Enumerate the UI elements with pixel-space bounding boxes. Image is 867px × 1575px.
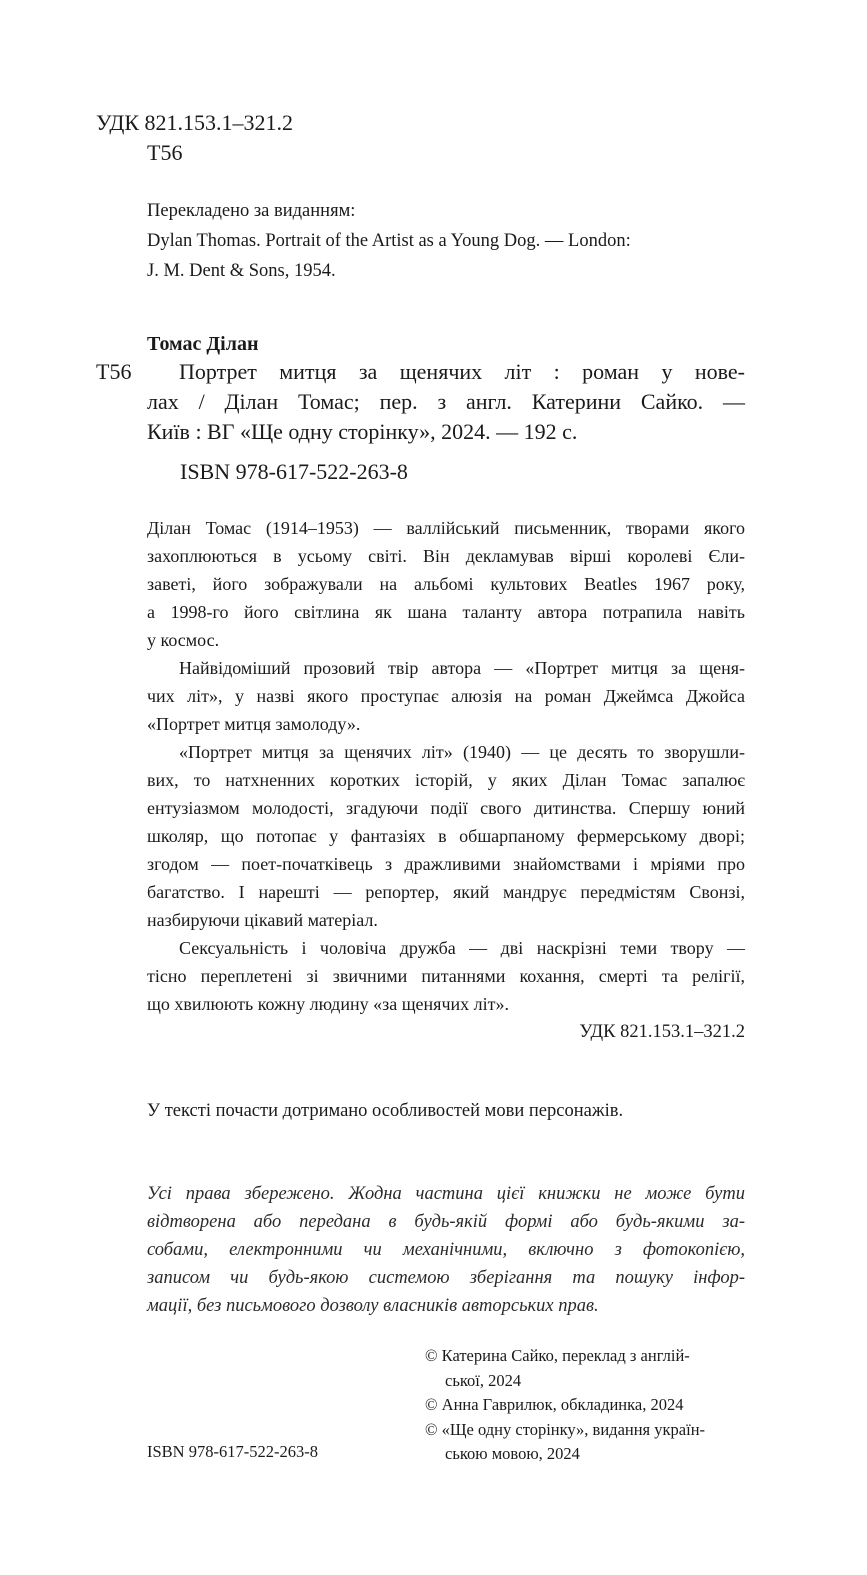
annotation-line: у космос. [147,630,220,650]
copyright-line: ською мовою, 2024 [445,1444,580,1463]
annotation-line: згодом — поет-початківець з дражливими знайомствами і мріями про [147,854,745,874]
annotation-line: «Портрет митця замолоду». [147,714,361,734]
annotation-line: назбируючи цікавий матеріал. [147,910,378,930]
language-note: У тексті почасти дотримано особливостей мови персонажів. [147,1101,624,1121]
rights-notice [147,1180,745,1320]
copyright-line: ської, 2024 [445,1370,522,1390]
annotation-line: а 1998-го його світлина як шана таланту автора потрапила навіть [147,602,745,622]
annotation-line: школяр, що потопає у фантазіях в обшарпаному фермерському дворі; [147,826,745,846]
annotation-paragraph [147,738,745,934]
copyright-line: © «Ще одну сторінку», видання україн- [425,1419,706,1439]
catalog-description-line: Київ : ВГ «Ще одну сторінку», 2024. — 192 с. [147,419,578,444]
annotation-line: вих, то натхненних коротких історій, у яких Ділан Томас запалює [147,770,745,790]
catalog-description-line: лах / Ділан Томас; пер. з англ. Катерини Сайко. — [147,389,745,414]
rights-line: мації, без письмового дозволу власників авторських прав. [147,1296,599,1316]
annotation-line: що хвилюють кожну людину «за щенячих літ». [147,994,509,1014]
original-edition-label: Перекладено за виданням: [147,201,356,221]
annotation [147,514,745,1046]
original-edition-line: J. M. Dent & Sons, 1954. [147,261,336,281]
annotation-line: Ділан Томас (1914–1953) — валлійський письменник, творами якого [147,518,745,538]
annotation-line: ентузіазмом молодості, згадуючи події свого дитинства. Спершу юний [147,798,745,818]
rights-line: собами, електронними чи механічними, включно з фотокопією, [147,1240,745,1260]
author-mark: Т56 [147,140,183,165]
rights-line: відтворена або передана в будь-якій формі або будь-якими за- [147,1212,745,1232]
udk-classification: УДК 821.153.1–321.2 [96,110,294,135]
rights-line: Усі права збережено. Жодна частина цієї книжки не може бути [147,1184,745,1204]
copyright-line: © Анна Гаврилюк, обкладинка, 2024 [425,1395,684,1414]
copyright-cover [425,1393,755,1418]
copyright-publisher [425,1418,755,1467]
annotation-paragraph [147,654,745,738]
annotation-paragraph [147,514,745,654]
annotation-paragraph [147,934,745,1018]
annotation-line: заветі, його зображували на альбомі культових Beatles 1967 року, [147,574,745,594]
catalog-author-mark: Т56 [96,359,132,384]
copyright-list [425,1344,755,1467]
annotation-line: «Портрет митця за щенячих літ» (1940) — це десять то зворушли- [179,742,745,762]
annotation-line: чих літ», у назві якого проступає алюзія на роман Джеймса Джойса [147,686,745,706]
annotation-udk: УДК 821.153.1–321.2 [579,1022,745,1042]
annotation-line: захоплюються в усьому світі. Він декламував вірші королеві Єли- [147,546,745,566]
annotation-line: Сексуальність і чоловіча дружба — дві наскрізні теми твору — [179,938,745,958]
copyright-line: © Катерина Сайко, переклад з англій- [425,1346,690,1365]
catalog-description-line: Портрет митця за щенячих літ : роман у нове- [179,359,745,384]
copyright-translation [425,1344,755,1393]
catalog-isbn: ISBN 978-617-522-263-8 [180,459,408,484]
annotation-line: багатство. І нарешті — репортер, який мандрує передмістям Свонзі, [147,882,745,902]
rights-line: записом чи будь-якою системою зберігання та пошуку інфор- [147,1268,745,1288]
original-edition-line: Dylan Thomas. Portrait of the Artist as a Young Dog. — London: [147,231,631,251]
catalog-description [147,357,745,447]
annotation-line: Найвідоміший прозовий твір автора — «Портрет митця за щеня- [179,658,745,678]
catalog-author: Томас Ділан [147,333,259,355]
annotation-line: тісно переплетені зі звичними питаннями кохання, смерті та релігії, [147,966,745,986]
original-edition [147,196,631,286]
isbn: ISBN 978-617-522-263-8 [147,1442,318,1461]
